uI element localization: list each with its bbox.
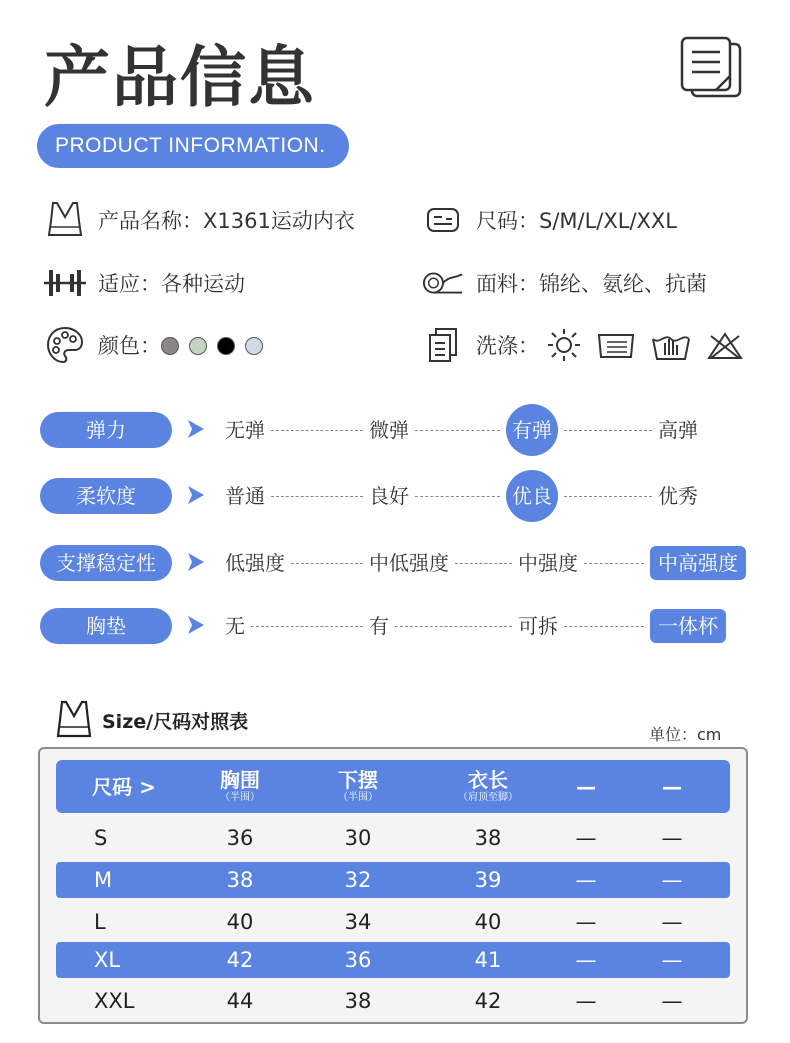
color-swatch (217, 337, 235, 355)
attribute-level: 无弹 (225, 418, 265, 442)
table-cell: 36 (226, 826, 254, 850)
flat-dry-icon (597, 331, 635, 359)
arrow-right-icon (186, 614, 206, 636)
table-cell: S (94, 826, 108, 850)
unit-label: 单位：cm (649, 725, 722, 744)
color-label: 颜色： (98, 334, 161, 358)
attribute-level: 低强度 (225, 551, 285, 575)
attribute-level: 无 (225, 614, 245, 638)
attribute-row (0, 543, 790, 583)
fabric-roll-icon (422, 263, 464, 303)
info-color (44, 325, 273, 365)
attribute-label: 支撑稳定性 (40, 545, 172, 581)
wash-label: 洗涤： (476, 334, 539, 358)
table-cell: 34 (344, 910, 372, 934)
size-tag-icon (422, 200, 464, 240)
size-table-header (56, 760, 730, 813)
table-cell: 36 (344, 948, 372, 972)
dashed-connector (291, 563, 363, 564)
column-header-label: 胸围 (220, 767, 260, 792)
table-row (56, 820, 730, 856)
fabric-text: 面料：锦纶、氨纶、抗菌 (476, 272, 707, 296)
table-row (56, 942, 730, 978)
table-cell: XL (94, 948, 121, 972)
page-title: 产品信息 (44, 39, 316, 116)
dashed-connector (584, 563, 644, 564)
column-header (196, 760, 284, 813)
table-cell: 30 (344, 826, 372, 850)
table-cell: M (94, 868, 113, 892)
attribute-level: 中低强度 (369, 551, 449, 575)
arrow-right-icon (186, 484, 206, 506)
info-size (422, 200, 677, 240)
column-header-label: 尺码 > (92, 774, 156, 799)
usage-text: 适应：各种运动 (98, 272, 245, 296)
table-row (56, 862, 730, 898)
attribute-level: 微弹 (369, 418, 409, 442)
attribute-row (0, 410, 790, 450)
table-cell: L (94, 910, 106, 934)
table-cell: 41 (474, 948, 502, 972)
sports-bra-icon (44, 200, 86, 240)
document-icon (680, 36, 746, 100)
attribute-label: 柔软度 (40, 478, 172, 514)
column-header (74, 760, 174, 813)
table-cell: 32 (344, 868, 372, 892)
attribute-level: 中高强度 (650, 546, 746, 580)
dumbbell-icon (44, 263, 86, 303)
care-doc-icon (422, 325, 464, 365)
attribute-level: 高弹 (658, 418, 698, 442)
column-header-note: （肩顶至脚） (458, 791, 518, 803)
table-cell: XXL (94, 989, 135, 1013)
dashed-connector (415, 430, 500, 431)
column-header (556, 760, 616, 813)
column-header-label: — (662, 774, 682, 799)
table-cell: 38 (474, 826, 502, 850)
attribute-level: 一体杯 (650, 609, 726, 643)
size-text: 尺码：S/M/L/XL/XXL (476, 209, 678, 233)
table-cell: 39 (474, 868, 502, 892)
info-wash (422, 325, 743, 365)
dashed-connector (271, 496, 363, 497)
color-swatch (189, 337, 207, 355)
color-swatch (161, 337, 179, 355)
info-product-name (44, 200, 355, 240)
column-header-note: （半围） (220, 791, 260, 803)
table-row (56, 904, 730, 940)
attribute-label: 弹力 (40, 412, 172, 448)
table-cell: 42 (226, 948, 254, 972)
dashed-connector (455, 563, 512, 564)
hand-wash-icon (651, 329, 691, 361)
dashed-connector (564, 496, 652, 497)
info-fabric (422, 263, 707, 303)
attribute-level: 优秀 (658, 484, 698, 508)
table-cell: — (661, 910, 683, 934)
attribute-level: 可拆 (518, 614, 558, 638)
table-cell: 40 (226, 910, 254, 934)
attribute-level: 有 (369, 614, 389, 638)
column-header (428, 760, 548, 813)
table-cell: — (575, 868, 597, 892)
table-cell: — (575, 910, 597, 934)
table-cell: 40 (474, 910, 502, 934)
attribute-level: 普通 (225, 484, 265, 508)
table-cell: — (661, 948, 683, 972)
table-cell: — (575, 948, 597, 972)
table-row (56, 983, 730, 1019)
dashed-connector (251, 626, 363, 627)
column-header-label: 下摆 (338, 767, 378, 792)
attribute-label: 胸垫 (40, 608, 172, 644)
table-cell: 42 (474, 989, 502, 1013)
table-cell: — (575, 989, 597, 1013)
column-header-label: 衣长 (468, 767, 508, 792)
attribute-level: 中强度 (518, 551, 578, 575)
subtitle-badge: PRODUCT INFORMATION. (37, 124, 349, 168)
color-swatch (245, 337, 263, 355)
size-chart-title: Size/尺码对照表 (102, 710, 249, 733)
attribute-row (0, 606, 790, 646)
column-header (642, 760, 702, 813)
sports-bra-icon (56, 700, 92, 740)
size-table (38, 747, 748, 1024)
size-chart-heading (56, 700, 248, 740)
attribute-level: 优良 (506, 470, 558, 522)
table-cell: — (661, 826, 683, 850)
dashed-connector (395, 626, 512, 627)
product-name-text: 产品名称：X1361运动内衣 (98, 209, 355, 233)
table-cell: — (575, 826, 597, 850)
info-usage (44, 263, 245, 303)
column-header-note: （半围） (338, 791, 378, 803)
arrow-right-icon (186, 418, 206, 440)
color-swatches (161, 333, 273, 357)
attribute-row (0, 476, 790, 516)
palette-icon (44, 325, 86, 365)
arrow-right-icon (186, 551, 206, 573)
attribute-level: 有弹 (506, 404, 558, 456)
table-cell: 44 (226, 989, 254, 1013)
no-bleach-icon (707, 330, 743, 360)
dashed-connector (415, 496, 500, 497)
table-cell: 38 (344, 989, 372, 1013)
table-cell: 38 (226, 868, 254, 892)
dashed-connector (564, 430, 652, 431)
column-header (314, 760, 402, 813)
attribute-level: 良好 (369, 484, 409, 508)
table-cell: — (661, 989, 683, 1013)
dashed-connector (271, 430, 363, 431)
dashed-connector (564, 626, 644, 627)
column-header-label: — (576, 774, 596, 799)
sun-dry-icon (547, 328, 581, 362)
table-cell: — (661, 868, 683, 892)
